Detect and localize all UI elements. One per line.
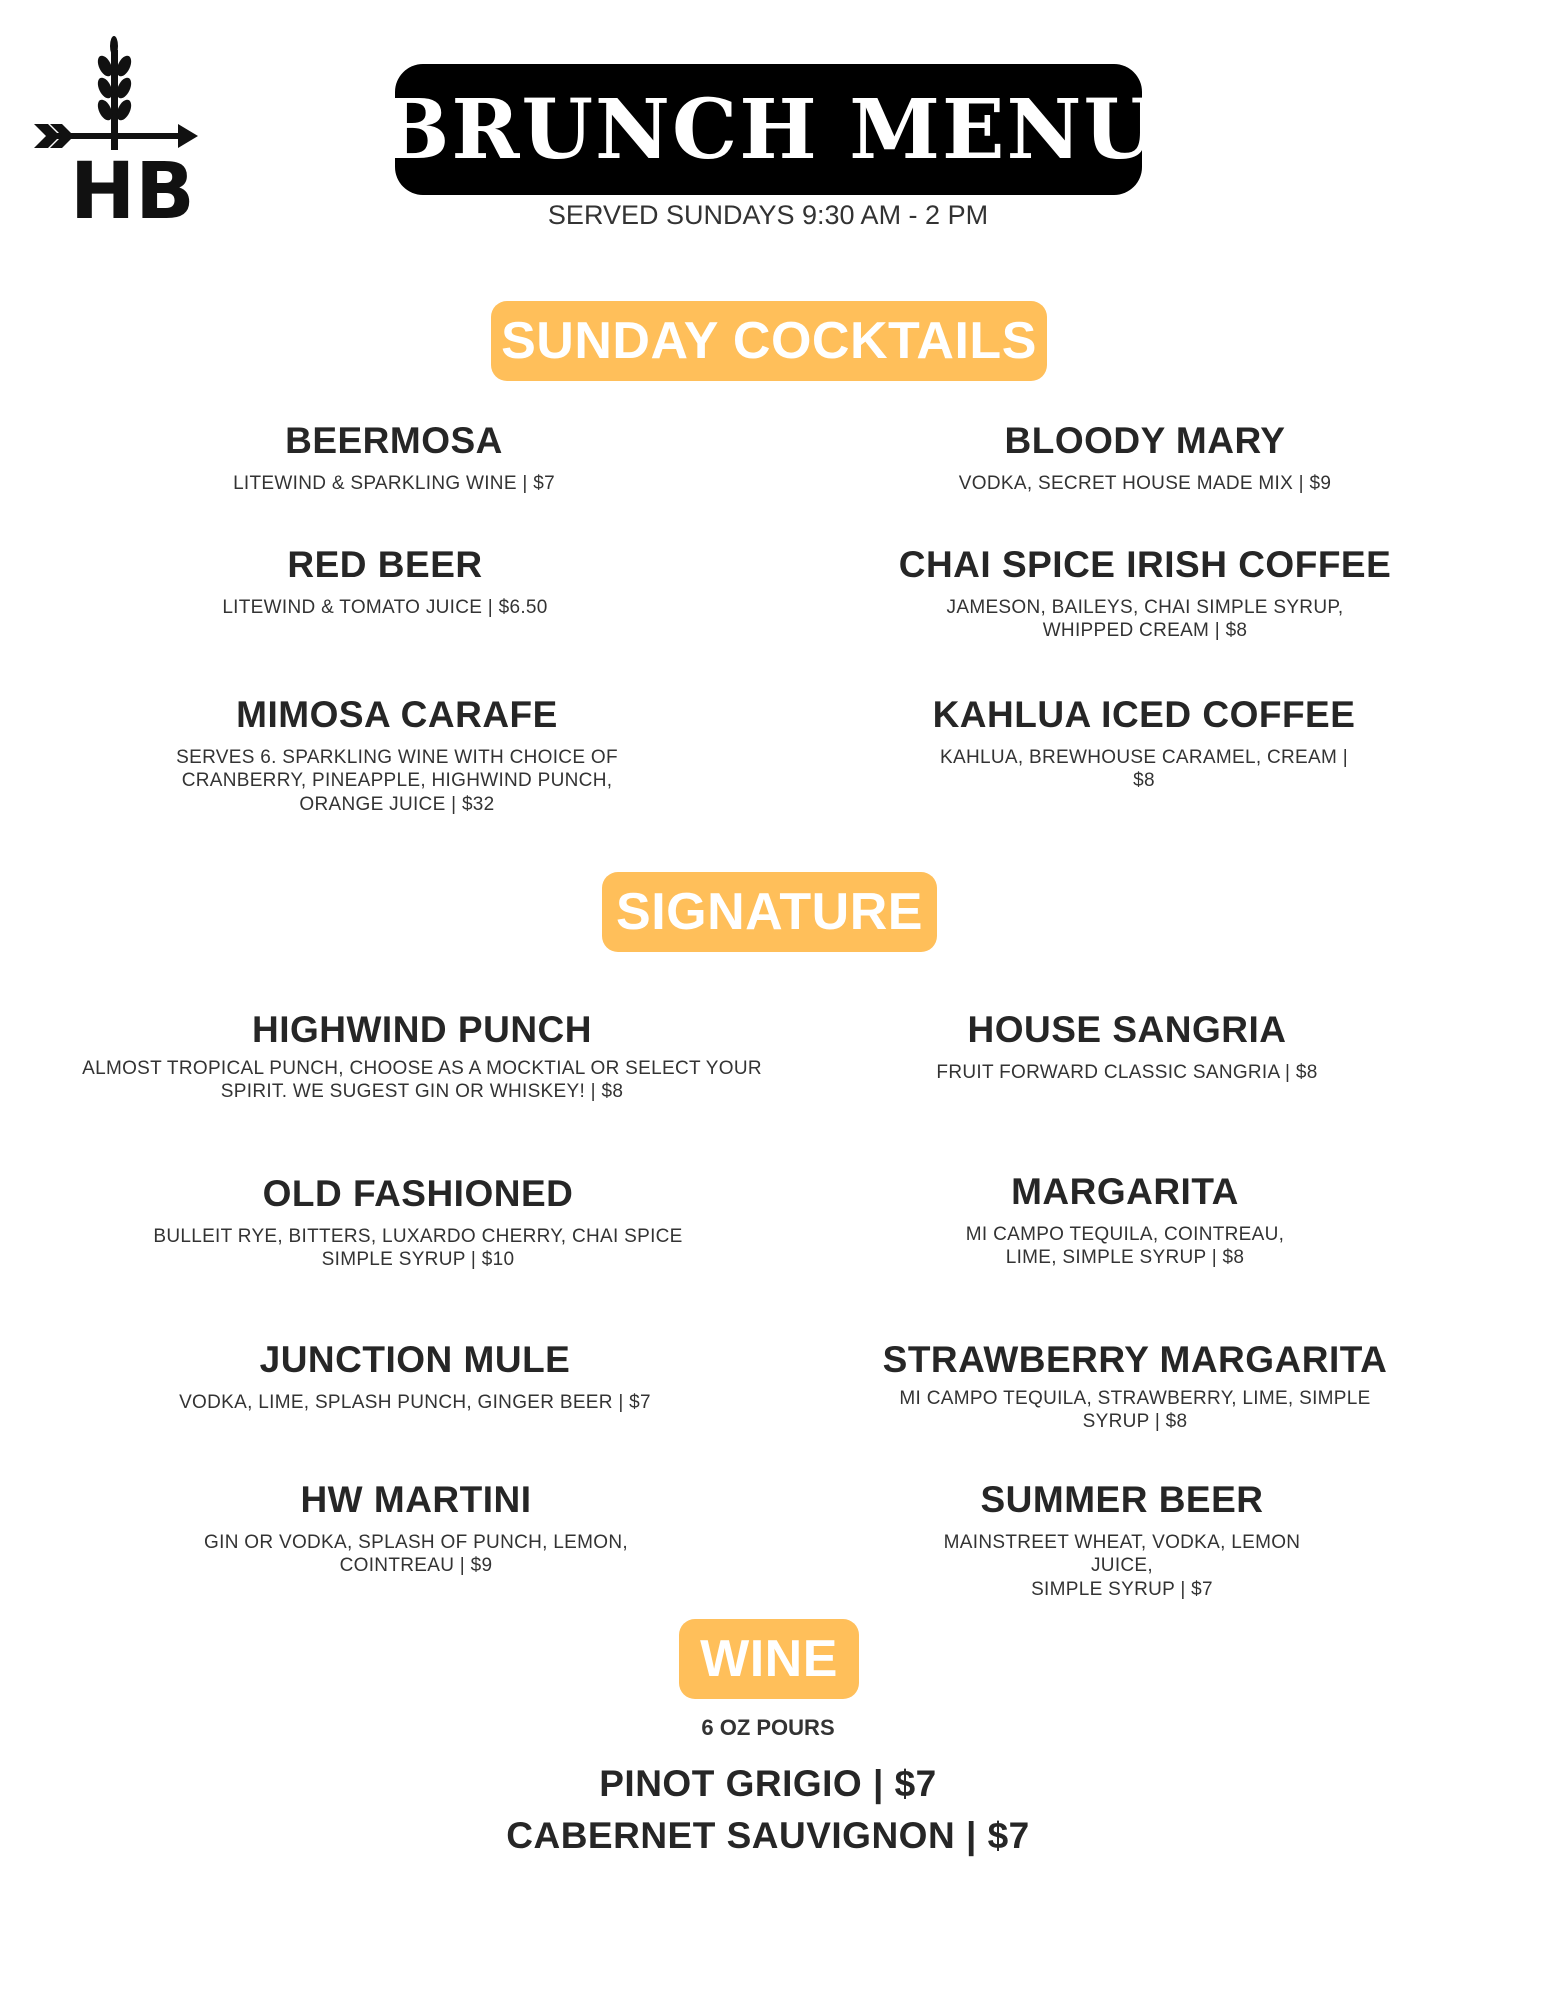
item-name: MIMOSA CARAFE — [236, 694, 558, 735]
item-desc: JAMESON, BAILEYS, CHAI SIMPLE SYRUP, WHIPPED CREAM | $8 — [946, 596, 1344, 642]
hb-wheat-arrow-logo-icon — [28, 28, 198, 228]
section-badge-sunday-cocktails: SUNDAY COCKTAILS — [491, 301, 1047, 381]
menu-item-highwind-punch — [82, 1010, 762, 1104]
item-desc: GIN OR VODKA, SPLASH OF PUNCH, LEMON, COINTREAU | $9 — [204, 1531, 628, 1577]
item-name: OLD FASHIONED — [262, 1173, 574, 1214]
section-badge-signature: SIGNATURE — [602, 872, 937, 952]
item-desc: MI CAMPO TEQUILA, STRAWBERRY, LIME, SIMPLE SYRUP | $8 — [899, 1387, 1371, 1433]
item-name: CHAI SPICE IRISH COFFEE — [898, 544, 1392, 585]
menu-item-kahlua-iced-coffee — [933, 695, 1356, 793]
item-name: HOUSE SANGRIA — [967, 1009, 1287, 1050]
menu-item-margarita — [966, 1172, 1284, 1270]
item-desc: VODKA, LIME, SPLASH PUNCH, GINGER BEER | $7 — [179, 1391, 651, 1413]
menu-item-chai-spice-irish-coffee — [899, 545, 1392, 643]
page-title: BRUNCH MENU — [380, 81, 1157, 178]
item-name: SUMMER BEER — [980, 1479, 1264, 1520]
item-name: BLOODY MARY — [1004, 420, 1286, 461]
wine-item-cabernet-sauvignon: CABERNET SAUVIGNON | $7 — [506, 1815, 1030, 1856]
item-desc: LITEWIND & SPARKLING WINE | $7 — [233, 472, 555, 494]
menu-item-summer-beer — [911, 1480, 1334, 1602]
menu-item-house-sangria — [936, 1010, 1317, 1084]
item-name: HIGHWIND PUNCH — [252, 1009, 592, 1050]
item-desc: SERVES 6. SPARKLING WINE WITH CHOICE OF CRANBERRY, PINEAPPLE, HIGHWIND PUNCH, ORANGE JUICE | $32 — [176, 746, 618, 816]
item-desc: MAINSTREET WHEAT, VODKA, LEMON JUICE, SIMPLE SYRUP | $7 — [943, 1531, 1301, 1601]
item-name: MARGARITA — [1011, 1171, 1239, 1212]
wine-item-pinot-grigio: PINOT GRIGIO | $7 — [599, 1763, 937, 1804]
item-desc: VODKA, SECRET HOUSE MADE MIX | $9 — [958, 472, 1332, 494]
item-desc: BULLEIT RYE, BITTERS, LUXARDO CHERRY, CHAI SPICE SIMPLE SYRUP | $10 — [153, 1225, 683, 1271]
item-desc: KAHLUA, BREWHOUSE CARAMEL, CREAM | $8 — [940, 746, 1348, 792]
menu-item-junction-mule — [179, 1340, 651, 1414]
menu-item-bloody-mary — [959, 421, 1331, 495]
menu-item-hw-martini — [204, 1480, 628, 1578]
item-name: BEERMOSA — [285, 420, 503, 461]
item-desc: MI CAMPO TEQUILA, COINTREAU, LIME, SIMPLE SYRUP | $8 — [965, 1223, 1285, 1269]
item-desc: FRUIT FORWARD CLASSIC SANGRIA | $8 — [936, 1061, 1318, 1083]
item-name: JUNCTION MULE — [259, 1339, 571, 1380]
title-banner — [380, 64, 1157, 195]
item-name: KAHLUA ICED COFFEE — [932, 694, 1356, 735]
item-name: HW MARTINI — [300, 1479, 532, 1520]
menu-item-old-fashioned — [153, 1174, 682, 1272]
wine-pour-size: 6 OZ POURS — [701, 1715, 835, 1740]
item-name: RED BEER — [287, 544, 483, 585]
served-hours: SERVED SUNDAYS 9:30 AM - 2 PM — [547, 200, 989, 230]
logo-letters: HB — [70, 147, 195, 228]
item-desc: ALMOST TROPICAL PUNCH, CHOOSE AS A MOCKTIAL OR SELECT YOUR SPIRIT. WE SUGEST GIN OR WHISKEY! | $8 — [82, 1057, 762, 1103]
section-badge-wine: WINE — [679, 1619, 859, 1699]
menu-item-mimosa-carafe — [176, 695, 618, 817]
item-desc: LITEWIND & TOMATO JUICE | $6.50 — [222, 596, 548, 618]
menu-item-red-beer — [222, 545, 547, 619]
item-name: STRAWBERRY MARGARITA — [882, 1339, 1388, 1380]
menu-item-beermosa — [233, 421, 555, 495]
menu-item-strawberry-margarita — [883, 1340, 1388, 1434]
